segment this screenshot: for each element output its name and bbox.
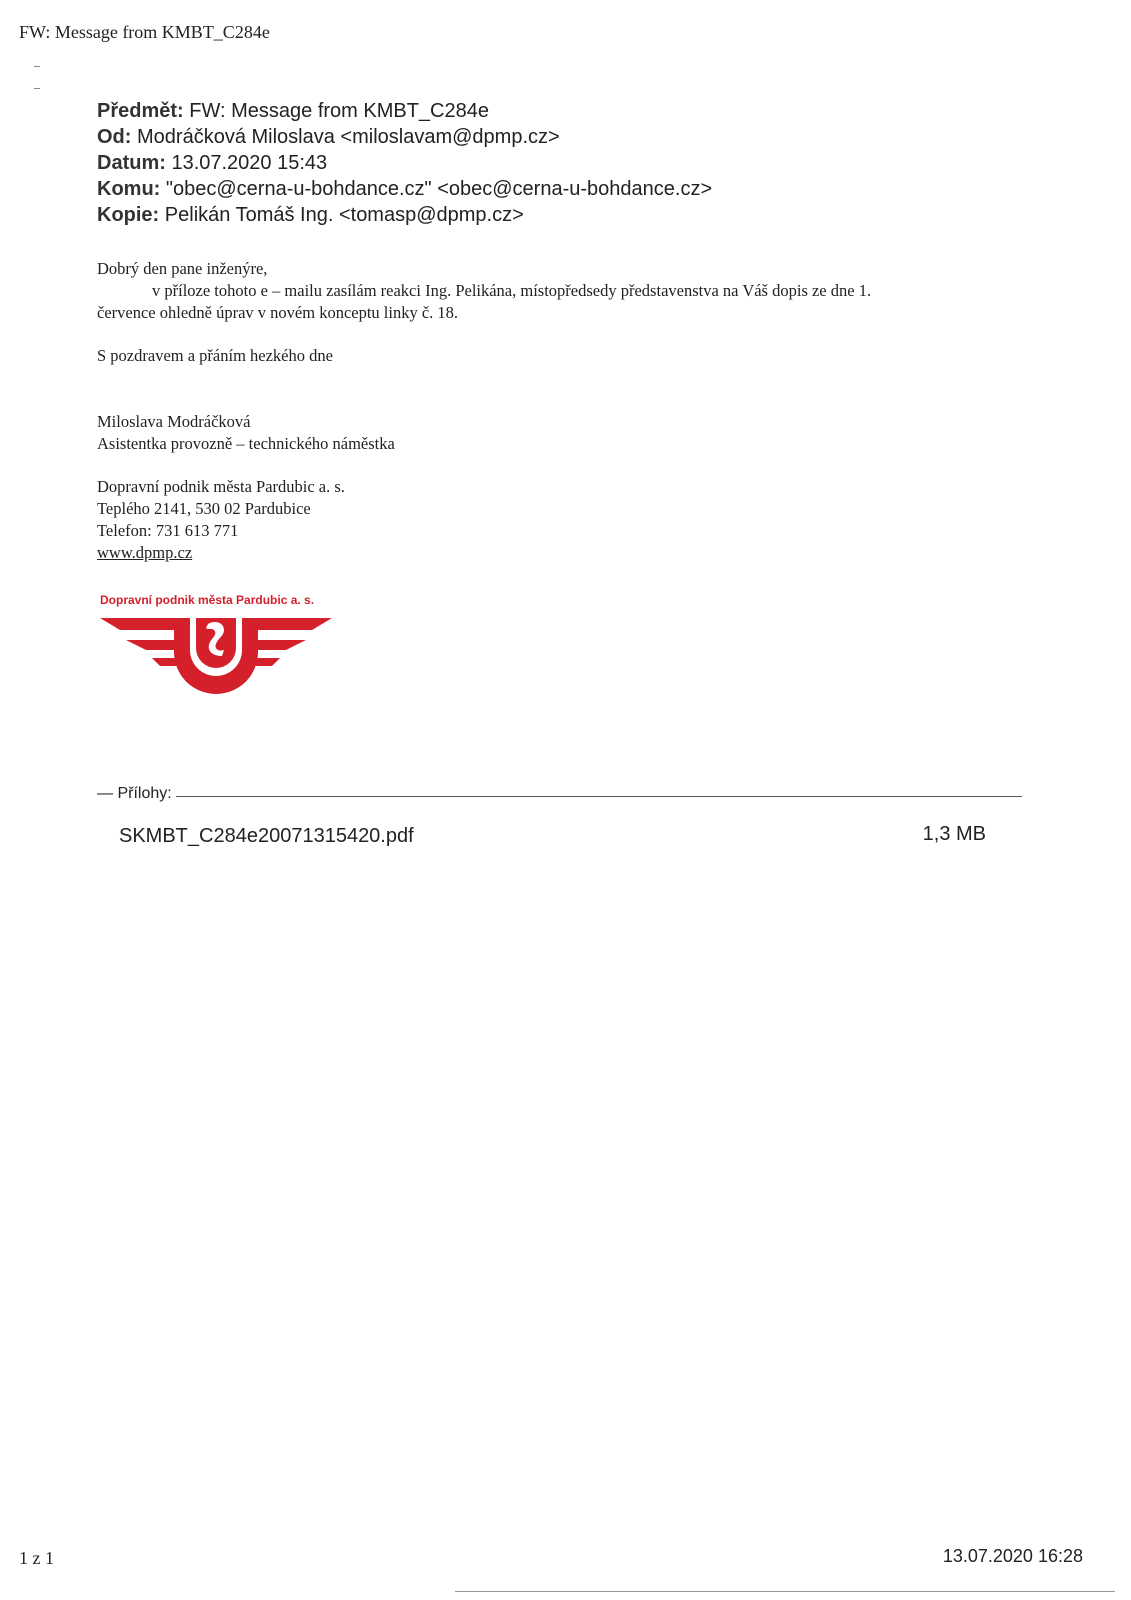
company-phone: Telefon: 731 613 771 [97, 521, 239, 540]
attachments-separator [97, 785, 1022, 807]
website-link[interactable]: www.dpmp.cz [97, 543, 193, 562]
header-value: Modráčková Miloslava <miloslavam@dpmp.cz> [137, 126, 560, 148]
header-date [97, 150, 712, 176]
divider [34, 66, 40, 67]
header-label: Od: [97, 126, 132, 148]
company-logo [100, 618, 332, 696]
attachment-size: 1,3 MB [922, 823, 986, 845]
email-body [97, 258, 871, 324]
header-subject [97, 98, 712, 124]
header-value: "obec@cerna-u-bohdance.cz" <obec@cerna-u-bohdance.cz> [165, 178, 713, 200]
divider [34, 88, 40, 89]
print-timestamp: 13.07.2020 16:28 [942, 1546, 1083, 1566]
header-value: 13.07.2020 15:43 [171, 152, 328, 174]
body-line: července ohledně úprav v novém konceptu linky č. 18. [97, 303, 459, 322]
header-label: Kopie: [97, 204, 160, 226]
attachments-label: — Přílohy: [97, 785, 176, 803]
signature-position: Asistentka provozně – technického náměstka [97, 434, 395, 453]
company-name: Dopravní podnik města Pardubic a. s. [97, 477, 345, 496]
header-label: Předmět: [97, 100, 184, 122]
page-number: 1 z 1 [19, 1548, 54, 1568]
document-title: FW: Message from KMBT_C284e [19, 22, 270, 42]
header-to [97, 176, 712, 202]
header-value: FW: Message from KMBT_C284e [189, 100, 489, 122]
signature [97, 411, 395, 455]
email-headers [97, 98, 712, 228]
company-address: Teplého 2141, 530 02 Pardubice [97, 499, 311, 518]
greeting: Dobrý den pane inženýre, [97, 259, 268, 278]
logo-caption: Dopravní podnik města Pardubic a. s. [100, 593, 315, 607]
header-label: Datum: [97, 152, 166, 174]
header-from [97, 124, 712, 150]
closing: S pozdravem a přáním hezkého dne [97, 346, 333, 365]
company-info [97, 476, 345, 564]
body-line: v příloze tohoto e – mailu zasílám reakci Ing. Pelikána, místopředsedy představenstva na Váš dopis ze dne 1. [152, 281, 872, 300]
attachments-label-text: Přílohy: [117, 785, 172, 802]
header-value: Pelikán Tomáš Ing. <tomasp@dpmp.cz> [164, 204, 524, 226]
signature-name: Miloslava Modráčková [97, 412, 251, 431]
footer-rule [455, 1591, 1115, 1592]
header-label: Komu: [97, 178, 161, 200]
header-cc [97, 202, 712, 228]
separator-rule [97, 796, 1022, 797]
attachment-filename[interactable]: SKMBT_C284e20071315420.pdf [119, 825, 414, 847]
